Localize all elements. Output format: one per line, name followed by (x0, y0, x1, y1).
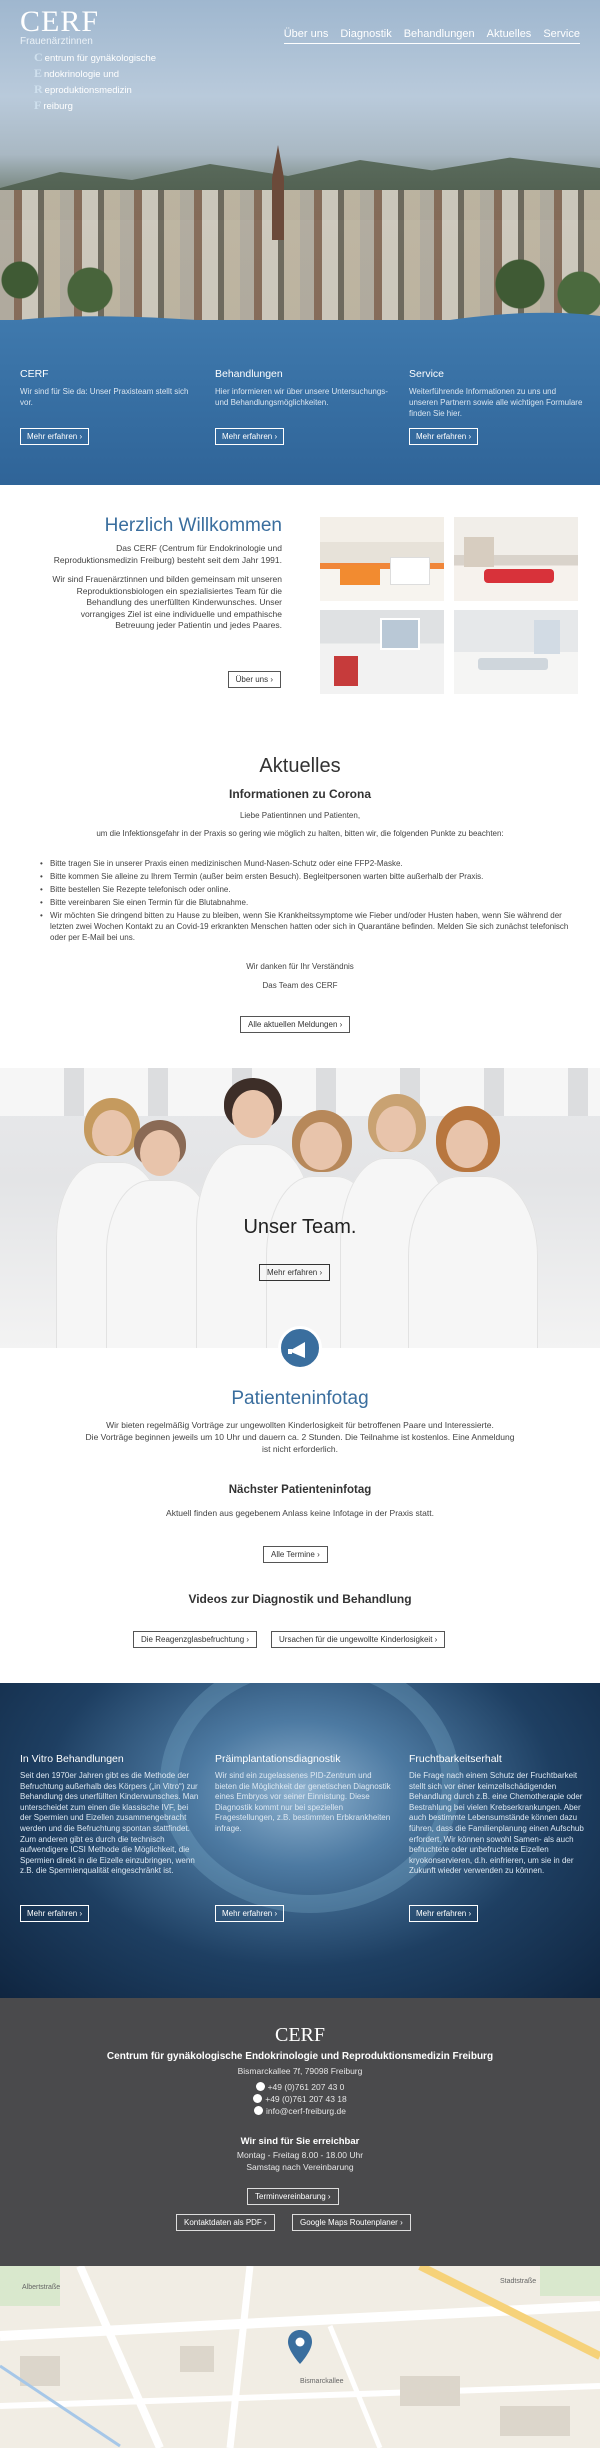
practice-photo-reception[interactable] (320, 517, 444, 601)
practice-photo-office[interactable] (320, 610, 444, 694)
welcome-paragraph: Wir sind Frauenärztinnen und bilden gemeinsam mit unseren Reproduktionsbiologen ein spezialisiertes Team für die Behandlung des unerfüllten Kinderwunsches. Unser vorrangiges Ziel ist eine individuelle und empathische Betreuung jeder Patientin und jedes Paares. (52, 574, 282, 630)
news-thanks: Wir danken für Ihr Verständnis (246, 962, 354, 971)
welcome-text (40, 543, 282, 640)
all-dates-button[interactable]: Alle Termine › (263, 1546, 328, 1563)
footer-address: Bismarckallee 7f, 79098 Freiburg (237, 2066, 363, 2076)
main-nav (284, 28, 580, 44)
feature-more-button[interactable]: Mehr erfahren › (409, 1905, 478, 1922)
appointment-button[interactable]: Terminvereinbarung › (247, 2188, 339, 2205)
info-title: Patienteninfotag (231, 1388, 369, 1409)
footer-logo: CERF (274, 2024, 326, 2046)
about-us-button[interactable]: Über uns › (228, 671, 281, 688)
feature-fertility (409, 1753, 589, 1922)
list-item: • Bitte tragen Sie in unserer Praxis einen medizinischen Mund-Nasen-Schutz oder eine FFP2-Maske. (40, 858, 570, 869)
next-infotag-text: Aktuell finden aus gegebenem Anlass keine Infotage in der Praxis statt. (166, 1508, 434, 1518)
team-title: Unser Team. (243, 1216, 357, 1238)
nav-behandlungen[interactable]: Behandlungen (403, 28, 475, 40)
contact-pdf-button[interactable]: Kontaktdaten als PDF › (176, 2214, 275, 2231)
feature-text: Hier informieren wir über unsere Untersuchungs- und Behandlungsmöglichkeiten. (215, 387, 388, 407)
location-map[interactable] (0, 2266, 600, 2448)
feature-service (409, 368, 584, 445)
footer-email[interactable]: info@cerf-freiburg.de (0, 2106, 600, 2116)
feature-more-button[interactable]: Mehr erfahren › (409, 428, 478, 445)
feature-pid (215, 1753, 395, 1922)
google-maps-button[interactable]: Google Maps Routenplaner › (292, 2214, 411, 2231)
feature-more-button[interactable]: Mehr erfahren › (215, 1905, 284, 1922)
hero-section (0, 0, 600, 322)
footer-phone[interactable]: +49 (0)761 207 43 0 (0, 2082, 600, 2092)
info-text: Wir bieten regelmäßig Vorträge zur ungewollten Kinderlosigkeit für betroffenen Paare und Interessierte. (106, 1420, 494, 1430)
hours-title: Wir sind für Sie erreichbar (240, 2136, 360, 2147)
phone-icon (256, 2082, 265, 2091)
acronym-line: C entrum für gynäkologische (34, 50, 157, 64)
hero-wave (0, 302, 600, 322)
all-news-button[interactable]: Alle aktuellen Meldungen › (240, 1016, 350, 1033)
features-band (0, 320, 600, 485)
logo[interactable] (20, 5, 100, 47)
feature-more-button[interactable]: Mehr erfahren › (20, 428, 89, 445)
corona-rules-list (40, 858, 570, 945)
info-text: Die Vorträge beginnen jeweils um 10 Uhr und dauern ca. 2 Stunden. Die Teilnahme ist kostenlos. Eine Anmeldung (85, 1432, 515, 1442)
acronym-line: E ndokrinologie und (34, 66, 120, 80)
next-infotag-title: Nächster Patienteninfotag (228, 1484, 372, 1496)
feature-title: Behandlungen (215, 368, 283, 380)
megaphone-icon (281, 1329, 319, 1367)
team-section (0, 1068, 600, 1348)
info-text: ist nicht erforderlich. (261, 1444, 339, 1454)
feature-text: Weiterführende Informationen zu uns und unseren Partnern sowie alle wichtigen Formulare finden Sie hier. (409, 387, 583, 418)
list-item: • Bitte bestellen Sie Rezepte telefonisch oder online. (40, 884, 570, 895)
footer-fax: +49 (0)761 207 43 18 (0, 2094, 600, 2104)
feature-text: Wir sind für Sie da: Unser Praxisteam stellt sich vor. (20, 387, 189, 407)
welcome-section (0, 485, 600, 725)
news-intro: um die Infektionsgefahr in der Praxis so gering wie möglich zu halten, bitten wir, die folgenden Punkte zu beachten: (96, 829, 504, 838)
map-street-label: Bismarckallee (300, 2378, 344, 2385)
news-signature: Das Team des CERF (262, 981, 338, 990)
practice-photo-treatment-room[interactable] (454, 610, 578, 694)
practice-photo-waiting-room[interactable] (454, 517, 578, 601)
videos-title: Videos zur Diagnostik und Behandlung (188, 1592, 412, 1606)
team-more-button[interactable]: Mehr erfahren › (259, 1264, 330, 1281)
feature-more-button[interactable]: Mehr erfahren › (20, 1905, 89, 1922)
map-pin-icon[interactable] (288, 2330, 312, 2364)
welcome-title: Herzlich Willkommen (104, 515, 282, 536)
map-street-label: Albertstraße (22, 2284, 61, 2291)
feature-text: Wir sind ein zugelassenes PID-Zentrum und bieten die Möglichkeit der genetischen Diagnostik eines Embryos vor seiner Einnistung. Diese Diagnostik kommt nur bei speziellen Fragestellungen, z.B. bestimmten Erbkrankheiten infrage. (215, 1771, 391, 1833)
logo-name: CERF (20, 5, 100, 38)
acronym-line: F reiburg (34, 98, 73, 112)
nav-ueber-uns[interactable]: Über uns (283, 28, 329, 40)
hours-weekdays: Montag - Freitag 8.00 - 18.00 Uhr (236, 2150, 364, 2160)
patient-info-section (0, 1348, 600, 1683)
info-circle (278, 1326, 322, 1370)
welcome-paragraph: Das CERF (Centrum für Endokrinologie und Reproduktionsmedizin Freiburg) besteht seit dem Jahr 1991. (53, 543, 282, 565)
feature-title: Service (409, 368, 445, 380)
fax-icon (253, 2094, 262, 2103)
feature-title: Präimplantationsdiagnostik (215, 1753, 341, 1765)
news-greeting: Liebe Patientinnen und Patienten, (239, 811, 361, 820)
feature-title: Fruchtbarkeitserhalt (409, 1753, 502, 1765)
list-item: • Bitte kommen Sie alleine zu Ihrem Termin (außer beim ersten Besuch). Begleitpersonen warten bitte außerhalb der Praxis. (40, 871, 570, 882)
feature-cerf (20, 368, 195, 445)
feature-more-button[interactable]: Mehr erfahren › (215, 428, 284, 445)
feature-text: Die Frage nach einem Schutz der Fruchtbarkeit stellt sich vor einer keimzellschädigenden Behandlung durch z.B. eine Chemotherapie oder Bestrahlung bei vielen Krebserkrankungen. Aber auch bestimmte Lebensumstände können dazu führen, dass die Familienplanung einen Aufschub erfordert. Wir können sowohl Samen- als auch befruchtete oder unbefruchtete Eizellen kryokonservieren, d.h. einfrieren, um sie in der Zukunft wieder verwenden zu können. (409, 1771, 584, 1876)
feature-title: CERF (20, 368, 49, 380)
acronym-line: R eproduktionsmedizin (34, 82, 132, 96)
feature-in-vitro (20, 1753, 200, 1922)
list-item: • Wir möchten Sie dringend bitten zu Hause zu bleiben, wenn Sie Krankheitssymptome wie Fieber und/oder Husten haben, wenn Sie während der letzten zwei Wochen Kontakt zu an Covid-19 erkrankten Menschen hatten oder sich in Quarantäne befinden. Melden Sie sich zunächst telefonisch oder per E-Mail bei uns. (40, 910, 570, 943)
logo-acronym (34, 50, 156, 114)
nav-aktuelles[interactable]: Aktuelles (486, 28, 532, 40)
video-button-ivf[interactable]: Die Reagenzglasbefruchtung › (133, 1631, 257, 1648)
news-subtitle: Informationen zu Corona (229, 787, 371, 801)
treatments-band (0, 1683, 600, 1998)
mail-icon (254, 2106, 263, 2115)
map-street-label: Stadtstraße (500, 2278, 537, 2285)
hours-saturday: Samstag nach Vereinbarung (246, 2162, 354, 2172)
feature-title: In Vitro Behandlungen (20, 1753, 124, 1765)
news-title: Aktuelles (259, 755, 341, 777)
footer-name: Centrum für gynäkologische Endokrinologie und Reproduktionsmedizin Freiburg (106, 2051, 494, 2062)
nav-diagnostik[interactable]: Diagnostik (340, 28, 392, 40)
video-button-causes[interactable]: Ursachen für die ungewollte Kinderlosigkeit › (271, 1631, 445, 1648)
logo-tagline: Frauenärztinnen (20, 36, 93, 47)
nav-service[interactable]: Service (543, 28, 580, 40)
list-item: • Bitte vereinbaren Sie einen Termin für die Blutabnahme. (40, 897, 570, 908)
footer (0, 1998, 600, 2266)
news-section (0, 725, 600, 1070)
feature-text: Seit den 1970er Jahren gibt es die Methode der Befruchtung außerhalb des Körpers („in Vitro“) zur Behandlung des unerfüllten Kinderwunsches. Man unterscheidet zum einen die klassische IVF, bei der Spermien und Eizellen zusammengebracht werden und die Befruchtung spontan stattfindet. Zum anderen gibt es durch die technisch aufwendigere ICSI Methode die Möglichkeit, die Spermien direkt in die Eizelle einzubringen, wenn z.B. die Spermienqualität eingeschränkt ist. (20, 1771, 199, 1876)
feature-behandlungen (215, 368, 390, 445)
